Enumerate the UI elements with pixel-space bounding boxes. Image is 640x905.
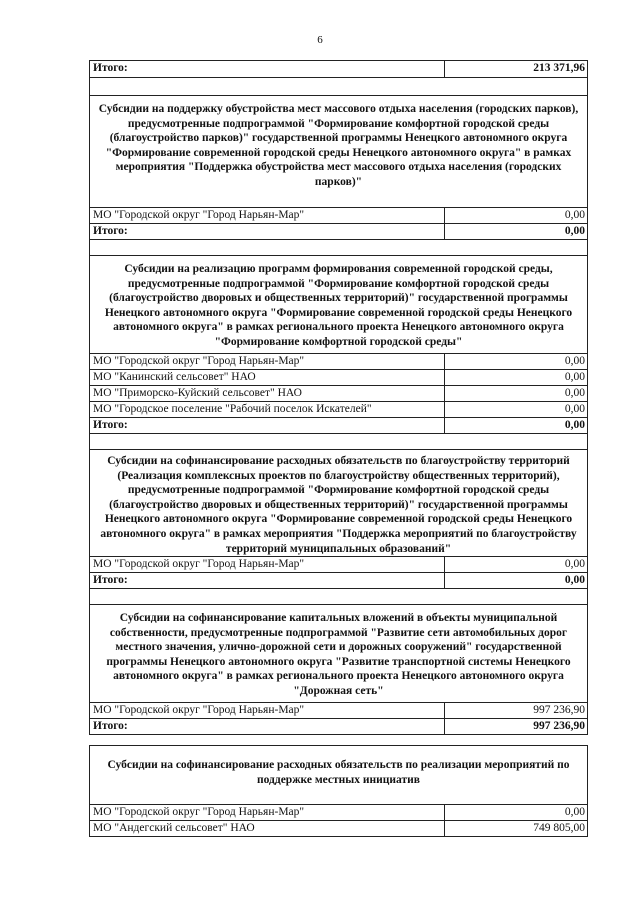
- table-row: [90, 61, 587, 77]
- table-row: [90, 556, 587, 572]
- section-heading: Субсидии на софинансирование расходных обязательств по реализации мероприятий по поддержке местных инициатив: [107, 759, 570, 786]
- amount-value: 0,00: [564, 371, 585, 383]
- section-heading: Субсидии на софинансирование капитальных вложений в объекты муниципальной собственности, предусмотренные подпрограммой "Развитие сети автомобильных дорог местного значения, улично-дорожной сети и дорожных сооружений" государственной программы Ненецкого автономного округа "Развитие транспортной системы Ненецкого автономного округа" в рамках регионального проекта Ненецкого автономного округа "Дорожная сеть": [90, 604, 587, 702]
- municipality-name: МО "Андегский сельсовет" НАО: [90, 821, 445, 836]
- section-heading: Субсидии на реализацию программ формирования современной городской среды, предусмотренные подпрограммой "Формирование комфортной городской среды (благоустройство дворовых и общественных территорий)" государственной программы Ненецкого автономного округа "Формирование современной городской среды Ненецкого автономного округа" в рамках регионального проекта Ненецкого автономного округа "Формирование комфортной городской среды": [90, 255, 587, 353]
- table-row: [90, 718, 587, 734]
- municipality-name: МО "Приморско-Куйский сельсовет" НАО: [90, 386, 445, 401]
- table-row: [90, 207, 587, 223]
- amount-value: 0,00: [564, 558, 585, 570]
- amount-value: 0,00: [564, 355, 585, 367]
- amount-value: 0,00: [564, 806, 585, 818]
- total-value: 0,00: [564, 225, 585, 237]
- municipality-name: МО "Городской округ "Город Нарьян-Мар": [90, 208, 445, 223]
- total-value: 997 236,90: [533, 720, 585, 732]
- table-row: [90, 369, 587, 385]
- total-value: 0,00: [564, 419, 585, 431]
- spacer-row: [90, 588, 587, 604]
- amount-value: 0,00: [564, 387, 585, 399]
- total-label: Итого:: [90, 418, 445, 433]
- table-row: [90, 353, 587, 369]
- total-label: Итого:: [90, 573, 445, 588]
- section-heading: Субсидии на поддержку обустройства мест массового отдыха населения (городских парков), предусмотренные подпрограммой "Формирование комфортной городской среды (благоустройство парков)" государственной программы Ненецкого автономного округа "Формирование современной городской среды Ненецкого автономного округа" в рамках мероприятия "Поддержка обустройства мест массового отдыха населения (городских парков)": [90, 95, 587, 207]
- municipality-name: МО "Городское поселение "Рабочий поселок Искателей": [90, 402, 445, 417]
- subsidy-table: [89, 60, 588, 735]
- total-value: 213 371,96: [533, 62, 585, 74]
- municipality-name: МО "Городской округ "Город Нарьян-Мар": [90, 805, 445, 820]
- table-row: [90, 804, 587, 820]
- table-row: [90, 702, 587, 718]
- page-number: 6: [317, 34, 323, 46]
- amount-value: 0,00: [564, 403, 585, 415]
- municipality-name: МО "Городской округ "Город Нарьян-Мар": [90, 557, 445, 572]
- total-label: Итого:: [90, 719, 445, 734]
- table-row: [90, 401, 587, 417]
- total-label: Итого:: [90, 224, 445, 239]
- spacer-row: [90, 433, 587, 449]
- table-row: [90, 417, 587, 433]
- table-row: [90, 385, 587, 401]
- total-value: 0,00: [564, 574, 585, 586]
- municipality-name: МО "Канинский сельсовет" НАО: [90, 370, 445, 385]
- amount-value: 749 805,00: [533, 822, 585, 834]
- municipality-name: МО "Городской округ "Город Нарьян-Мар": [90, 354, 445, 369]
- section-heading: Субсидии на софинансирование расходных обязательств по благоустройству территорий (Реализация комплексных проектов по благоустройству общественных территорий), предусмотренные подпрограммой "Формирование комфортной городской среды (благоустройство дворовых и общественных территорий)" государственной программы Ненецкого автономного округа "Формирование современной городской среды Ненецкого автономного округа" в рамках мероприятия "Поддержка мероприятий по благоустройству территорий муниципальных образований": [90, 449, 587, 556]
- municipality-name: МО "Городской округ "Город Нарьян-Мар": [90, 703, 445, 718]
- table-row: [90, 223, 587, 239]
- table-row: [90, 820, 587, 836]
- total-label: Итого:: [90, 61, 445, 77]
- spacer-row: [90, 239, 587, 255]
- spacer-row: [90, 77, 587, 95]
- amount-value: 0,00: [564, 209, 585, 221]
- local-initiatives-table: [89, 745, 588, 837]
- amount-value: 997 236,90: [533, 704, 585, 716]
- table-row: [90, 572, 587, 588]
